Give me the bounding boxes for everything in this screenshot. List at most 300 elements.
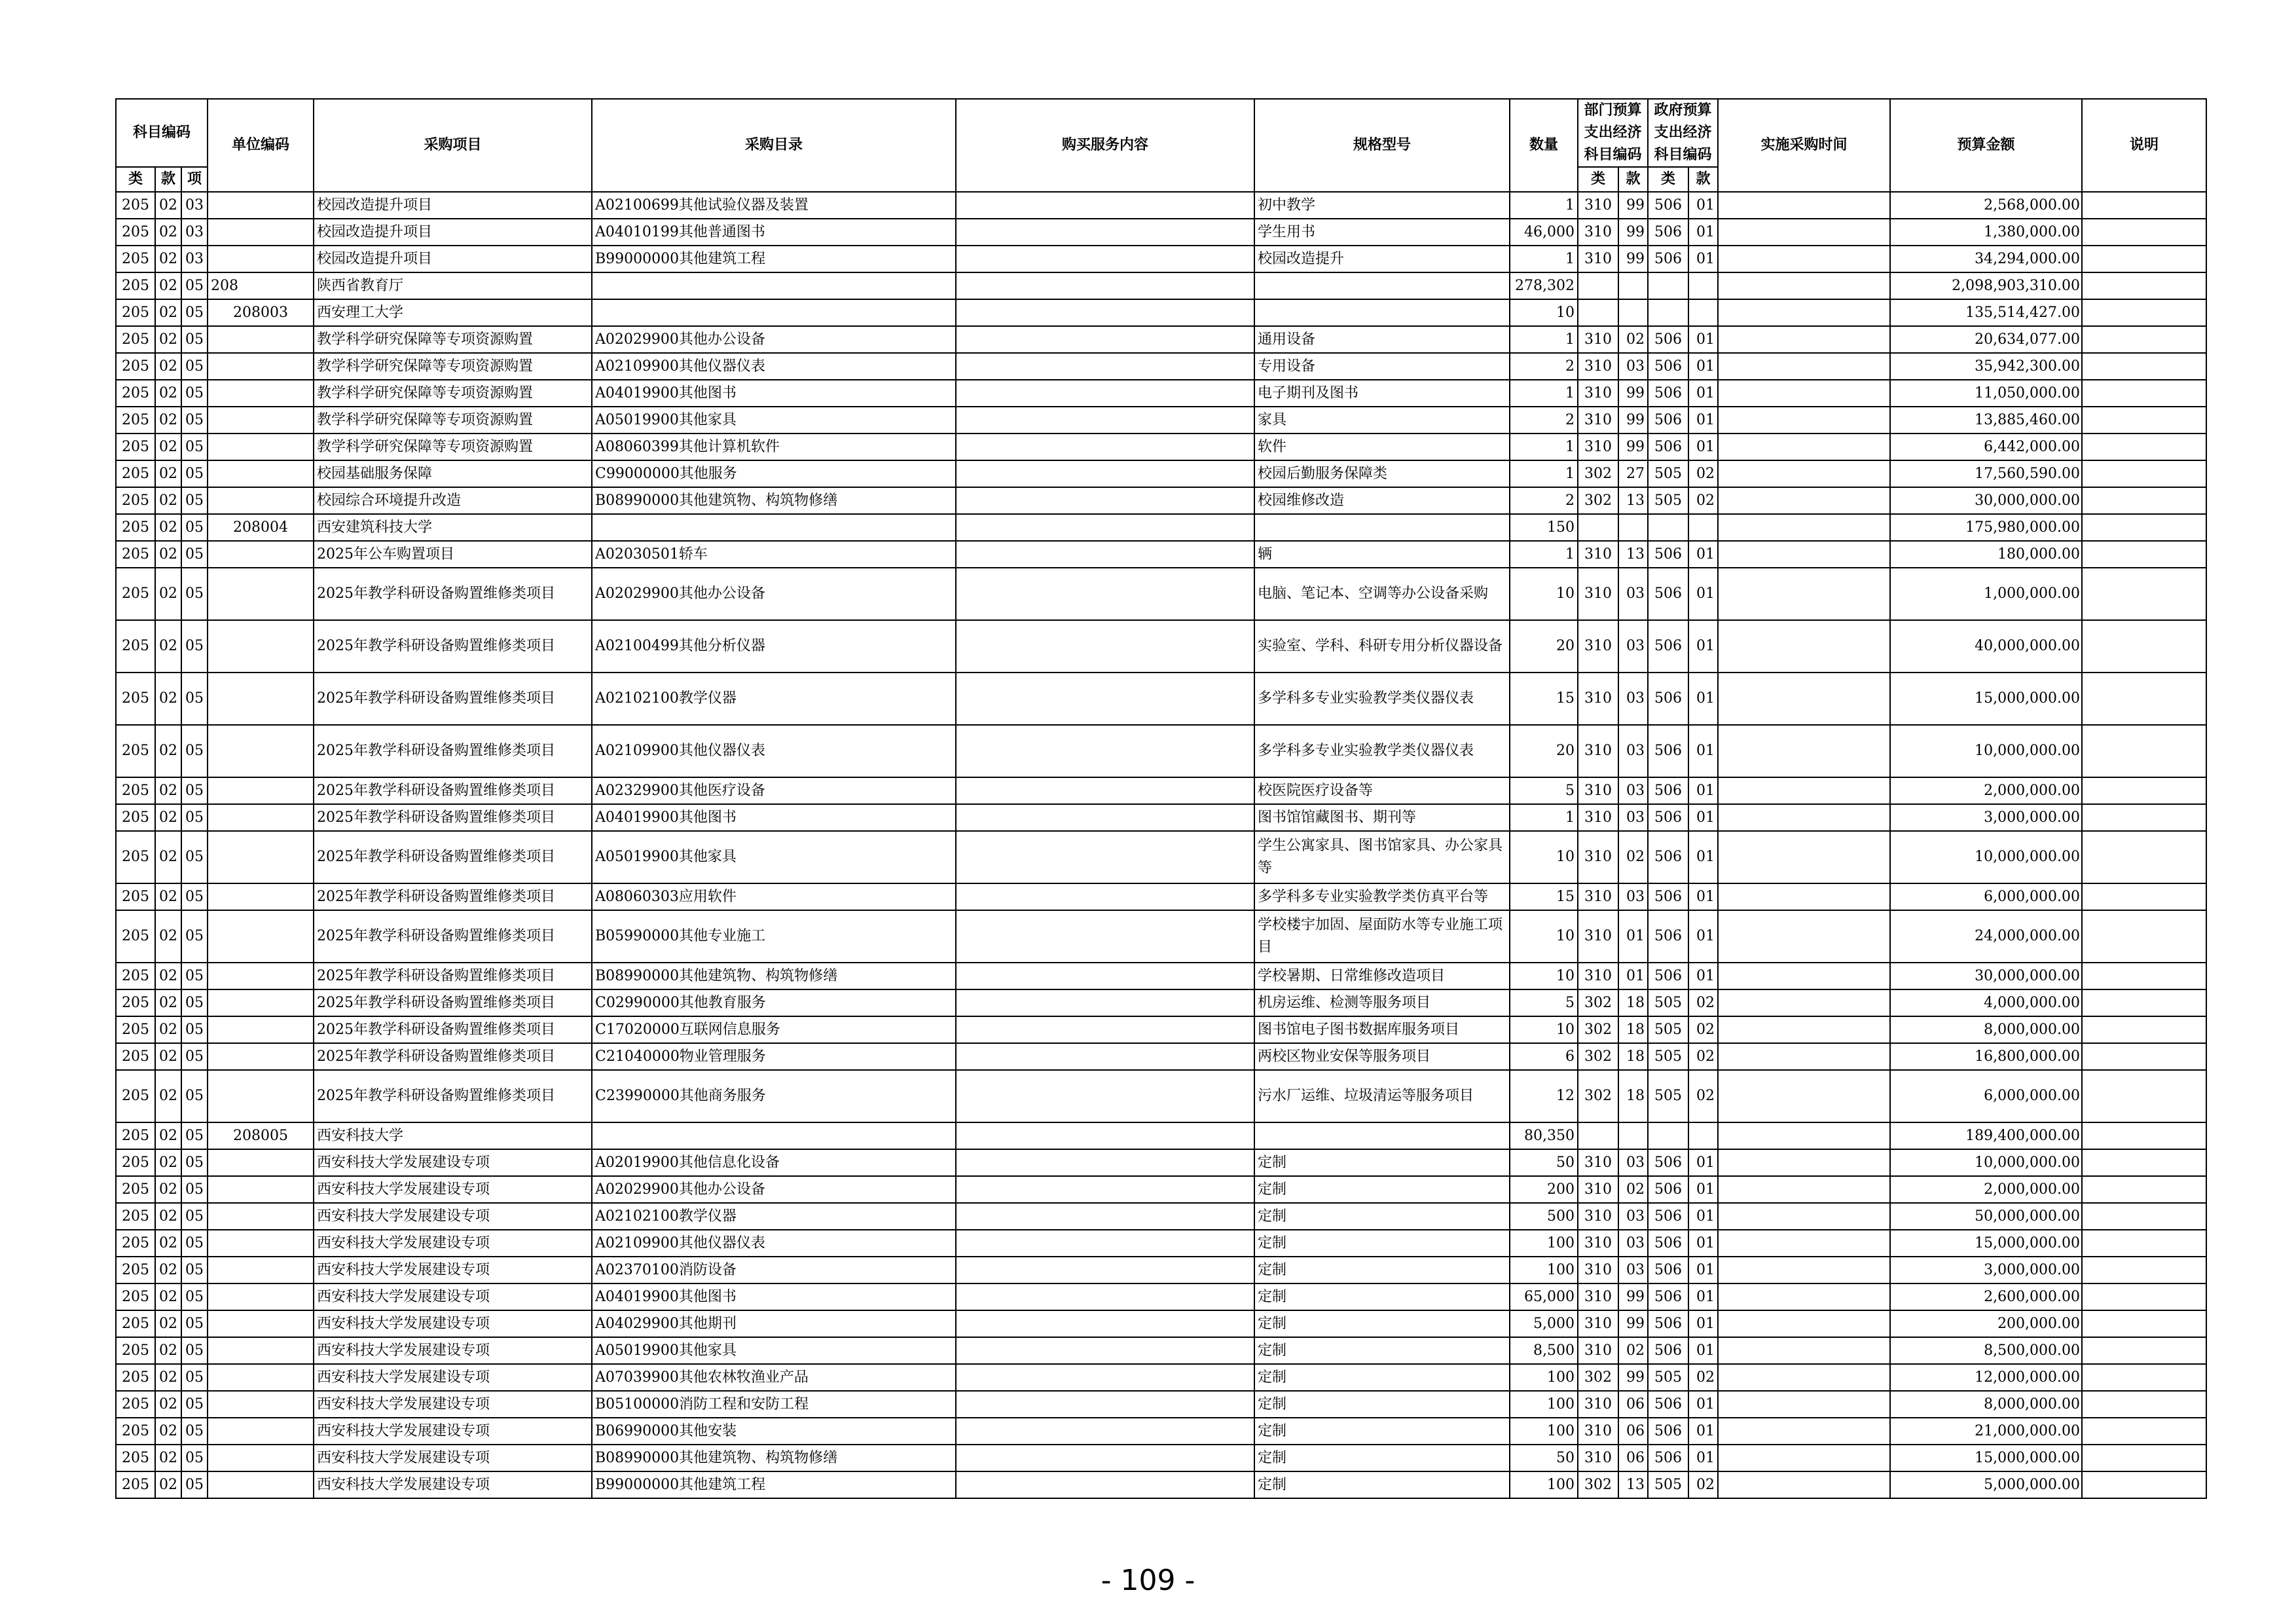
cell-unit-code: [208, 1418, 314, 1445]
cell-project: 西安理工大学: [314, 299, 592, 326]
cell-gov-lei: 506: [1648, 831, 1688, 883]
cell-lei: 205: [116, 831, 155, 883]
cell-project: 西安科技大学发展建设专项: [314, 1176, 592, 1203]
cell-kuan: 02: [155, 989, 181, 1016]
cell-kuan: 02: [155, 1149, 181, 1176]
table-row: [116, 1122, 2206, 1149]
cell-project: 校园基础服务保障: [314, 460, 592, 487]
cell-qty: 200: [1510, 1176, 1578, 1203]
cell-kuan: 02: [155, 725, 181, 777]
cell-unit-code: 208005: [208, 1122, 314, 1149]
cell-note: [2082, 1418, 2206, 1445]
cell-spec: 学生用书: [1254, 219, 1510, 246]
cell-gov-lei: 506: [1648, 407, 1688, 434]
cell-kuan: 02: [155, 272, 181, 299]
cell-lei: 205: [116, 514, 155, 541]
cell-kuan: 02: [155, 1337, 181, 1364]
cell-gov-kuan: 02: [1688, 1043, 1718, 1070]
cell-lei: 205: [116, 568, 155, 620]
page-number: - 109 -: [1101, 1564, 1195, 1597]
cell-service: [956, 487, 1254, 514]
cell-xiang: 05: [181, 514, 208, 541]
cell-unit-code: [208, 1149, 314, 1176]
cell-kuan: 02: [155, 434, 181, 460]
cell-dept-kuan: 99: [1618, 219, 1648, 246]
cell-gov-kuan: 02: [1688, 989, 1718, 1016]
cell-lei: 205: [116, 1283, 155, 1310]
cell-service: [956, 353, 1254, 380]
cell-note: [2082, 777, 2206, 804]
cell-service: [956, 1310, 1254, 1337]
cell-dept-kuan: 02: [1618, 831, 1648, 883]
cell-gov-lei: 506: [1648, 963, 1688, 989]
cell-note: [2082, 725, 2206, 777]
cell-xiang: 03: [181, 246, 208, 272]
cell-note: [2082, 673, 2206, 725]
cell-gov-lei: 506: [1648, 1176, 1688, 1203]
cell-dept-lei: 310: [1578, 1391, 1618, 1418]
cell-dept-lei: 310: [1578, 725, 1618, 777]
cell-spec: 定制: [1254, 1364, 1510, 1391]
cell-xiang: 03: [181, 192, 208, 219]
cell-note: [2082, 1176, 2206, 1203]
table-row: [116, 219, 2206, 246]
cell-xiang: 05: [181, 1471, 208, 1498]
cell-note: [2082, 831, 2206, 883]
cell-amount: 34,294,000.00: [1890, 246, 2082, 272]
cell-dept-lei: 310: [1578, 326, 1618, 353]
cell-gov-lei: 506: [1648, 568, 1688, 620]
cell-kuan: 02: [155, 1203, 181, 1230]
cell-unit-code: [208, 1283, 314, 1310]
cell-dept-lei: 302: [1578, 989, 1618, 1016]
cell-qty: 1: [1510, 434, 1578, 460]
cell-qty: 50: [1510, 1149, 1578, 1176]
header-project: 采购项目: [314, 99, 592, 192]
cell-lei: 205: [116, 299, 155, 326]
cell-note: [2082, 1364, 2206, 1391]
cell-xiang: 05: [181, 299, 208, 326]
cell-spec: 机房运维、检测等服务项目: [1254, 989, 1510, 1016]
cell-unit-code: [208, 673, 314, 725]
cell-project: 2025年教学科研设备购置维修类项目: [314, 831, 592, 883]
cell-unit-code: [208, 963, 314, 989]
cell-unit-code: [208, 326, 314, 353]
cell-project: 校园改造提升项目: [314, 192, 592, 219]
cell-gov-lei: 505: [1648, 1364, 1688, 1391]
cell-catalog: A04029900其他期刊: [592, 1310, 956, 1337]
cell-time: [1718, 725, 1890, 777]
cell-service: [956, 407, 1254, 434]
cell-qty: 100: [1510, 1230, 1578, 1257]
cell-lei: 205: [116, 219, 155, 246]
cell-catalog: A04019900其他图书: [592, 804, 956, 831]
cell-kuan: 02: [155, 192, 181, 219]
cell-catalog: A02102100教学仪器: [592, 673, 956, 725]
cell-project: 2025年教学科研设备购置维修类项目: [314, 1016, 592, 1043]
table-header: [116, 99, 2206, 192]
cell-unit-code: [208, 1364, 314, 1391]
cell-catalog: A02019900其他信息化设备: [592, 1149, 956, 1176]
cell-project: 教学科学研究保障等专项资源购置: [314, 326, 592, 353]
cell-qty: 8,500: [1510, 1337, 1578, 1364]
cell-project: 2025年教学科研设备购置维修类项目: [314, 673, 592, 725]
cell-catalog: A02109900其他仪器仪表: [592, 1230, 956, 1257]
cell-unit-code: [208, 910, 314, 963]
cell-gov-lei: [1648, 272, 1688, 299]
cell-dept-kuan: 13: [1618, 487, 1648, 514]
cell-amount: 135,514,427.00: [1890, 299, 2082, 326]
cell-note: [2082, 460, 2206, 487]
cell-catalog: A02100499其他分析仪器: [592, 620, 956, 673]
cell-unit-code: [208, 434, 314, 460]
header-catalog: 采购目录: [592, 99, 956, 192]
cell-gov-kuan: 01: [1688, 1418, 1718, 1445]
cell-xiang: 03: [181, 219, 208, 246]
cell-catalog: [592, 1122, 956, 1149]
cell-dept-lei: 310: [1578, 1176, 1618, 1203]
cell-catalog: C99000000其他服务: [592, 460, 956, 487]
cell-kuan: 02: [155, 407, 181, 434]
cell-gov-lei: 505: [1648, 1016, 1688, 1043]
cell-xiang: 05: [181, 777, 208, 804]
cell-spec: 定制: [1254, 1418, 1510, 1445]
table-row: [116, 541, 2206, 568]
cell-kuan: 02: [155, 326, 181, 353]
cell-unit-code: [208, 831, 314, 883]
cell-dept-lei: 310: [1578, 1230, 1618, 1257]
cell-project: 校园改造提升项目: [314, 246, 592, 272]
cell-gov-lei: 506: [1648, 1149, 1688, 1176]
cell-unit-code: 208003: [208, 299, 314, 326]
cell-gov-kuan: 01: [1688, 568, 1718, 620]
cell-xiang: 05: [181, 1445, 208, 1471]
cell-service: [956, 1070, 1254, 1122]
cell-amount: 4,000,000.00: [1890, 989, 2082, 1016]
cell-unit-code: [208, 883, 314, 910]
cell-qty: 65,000: [1510, 1283, 1578, 1310]
cell-dept-kuan: 99: [1618, 380, 1648, 407]
cell-lei: 205: [116, 192, 155, 219]
cell-amount: 2,000,000.00: [1890, 1176, 2082, 1203]
cell-lei: 205: [116, 1337, 155, 1364]
cell-gov-lei: 506: [1648, 246, 1688, 272]
cell-note: [2082, 192, 2206, 219]
cell-note: [2082, 1337, 2206, 1364]
cell-gov-lei: 506: [1648, 1337, 1688, 1364]
cell-qty: 100: [1510, 1257, 1578, 1283]
cell-xiang: 05: [181, 1364, 208, 1391]
table-row: [116, 1418, 2206, 1445]
cell-note: [2082, 1043, 2206, 1070]
cell-dept-kuan: 06: [1618, 1418, 1648, 1445]
cell-catalog: B08990000其他建筑物、构筑物修缮: [592, 963, 956, 989]
cell-amount: 30,000,000.00: [1890, 487, 2082, 514]
cell-dept-lei: 310: [1578, 407, 1618, 434]
cell-note: [2082, 299, 2206, 326]
cell-dept-lei: 302: [1578, 487, 1618, 514]
cell-note: [2082, 1230, 2206, 1257]
cell-service: [956, 219, 1254, 246]
cell-gov-lei: 505: [1648, 989, 1688, 1016]
cell-project: 校园改造提升项目: [314, 219, 592, 246]
cell-amount: 2,000,000.00: [1890, 777, 2082, 804]
cell-dept-lei: 310: [1578, 380, 1618, 407]
cell-time: [1718, 673, 1890, 725]
cell-gov-kuan: 01: [1688, 353, 1718, 380]
cell-qty: 80,350: [1510, 1122, 1578, 1149]
cell-service: [956, 673, 1254, 725]
cell-gov-kuan: 01: [1688, 541, 1718, 568]
procurement-budget-table: [115, 98, 2207, 1499]
cell-xiang: 05: [181, 910, 208, 963]
cell-gov-lei: 506: [1648, 1230, 1688, 1257]
cell-lei: 205: [116, 1445, 155, 1471]
cell-kuan: 02: [155, 353, 181, 380]
cell-time: [1718, 1016, 1890, 1043]
cell-dept-kuan: [1618, 272, 1648, 299]
cell-note: [2082, 1203, 2206, 1230]
cell-dept-lei: 310: [1578, 1283, 1618, 1310]
cell-project: 校园综合环境提升改造: [314, 487, 592, 514]
cell-qty: 10: [1510, 299, 1578, 326]
cell-dept-lei: 310: [1578, 1257, 1618, 1283]
cell-amount: 8,500,000.00: [1890, 1337, 2082, 1364]
cell-xiang: 05: [181, 1283, 208, 1310]
header-note: 说明: [2082, 99, 2206, 192]
cell-service: [956, 460, 1254, 487]
cell-catalog: A02100699其他试验仪器及装置: [592, 192, 956, 219]
table-row: [116, 673, 2206, 725]
table-row: [116, 1445, 2206, 1471]
cell-gov-lei: 506: [1648, 777, 1688, 804]
cell-project: 2025年教学科研设备购置维修类项目: [314, 910, 592, 963]
cell-kuan: 02: [155, 804, 181, 831]
cell-qty: 1: [1510, 804, 1578, 831]
cell-kuan: 02: [155, 1283, 181, 1310]
cell-service: [956, 963, 1254, 989]
cell-qty: 100: [1510, 1391, 1578, 1418]
cell-catalog: B05100000消防工程和安防工程: [592, 1391, 956, 1418]
cell-catalog: [592, 514, 956, 541]
cell-catalog: B99000000其他建筑工程: [592, 1471, 956, 1498]
cell-gov-kuan: 01: [1688, 1391, 1718, 1418]
cell-amount: 3,000,000.00: [1890, 804, 2082, 831]
cell-time: [1718, 989, 1890, 1016]
cell-kuan: 02: [155, 299, 181, 326]
cell-amount: 2,600,000.00: [1890, 1283, 2082, 1310]
cell-time: [1718, 831, 1890, 883]
cell-lei: 205: [116, 1418, 155, 1445]
cell-amount: 30,000,000.00: [1890, 963, 2082, 989]
cell-gov-kuan: 02: [1688, 1016, 1718, 1043]
cell-xiang: 05: [181, 831, 208, 883]
cell-dept-kuan: 99: [1618, 246, 1648, 272]
table-row: [116, 1230, 2206, 1257]
cell-lei: 205: [116, 380, 155, 407]
cell-unit-code: [208, 989, 314, 1016]
cell-kuan: 02: [155, 541, 181, 568]
cell-time: [1718, 434, 1890, 460]
cell-unit-code: [208, 1391, 314, 1418]
cell-dept-kuan: 27: [1618, 460, 1648, 487]
cell-dept-lei: 310: [1578, 246, 1618, 272]
cell-unit-code: [208, 1203, 314, 1230]
cell-gov-lei: 506: [1648, 673, 1688, 725]
header-lei: 类: [116, 167, 155, 192]
header-service: 购买服务内容: [956, 99, 1254, 192]
cell-spec: [1254, 1122, 1510, 1149]
cell-gov-lei: 506: [1648, 192, 1688, 219]
header-gov-budget-code: 政府预算支出经济科目编码: [1648, 99, 1718, 167]
cell-dept-lei: 310: [1578, 1445, 1618, 1471]
cell-xiang: 05: [181, 460, 208, 487]
cell-dept-kuan: 18: [1618, 1043, 1648, 1070]
cell-qty: 1: [1510, 326, 1578, 353]
cell-lei: 205: [116, 1203, 155, 1230]
cell-time: [1718, 1337, 1890, 1364]
cell-service: [956, 1043, 1254, 1070]
cell-unit-code: [208, 192, 314, 219]
cell-lei: 205: [116, 910, 155, 963]
cell-note: [2082, 434, 2206, 460]
cell-gov-lei: 505: [1648, 1070, 1688, 1122]
cell-xiang: 05: [181, 673, 208, 725]
cell-qty: 150: [1510, 514, 1578, 541]
cell-catalog: C21040000物业管理服务: [592, 1043, 956, 1070]
cell-dept-lei: 310: [1578, 353, 1618, 380]
cell-gov-kuan: 01: [1688, 326, 1718, 353]
cell-unit-code: [208, 487, 314, 514]
cell-note: [2082, 910, 2206, 963]
cell-amount: 6,442,000.00: [1890, 434, 2082, 460]
cell-dept-kuan: 18: [1618, 1070, 1648, 1122]
header-gov-kuan: 款: [1688, 167, 1718, 192]
cell-dept-lei: 310: [1578, 673, 1618, 725]
cell-service: [956, 1283, 1254, 1310]
cell-unit-code: [208, 1471, 314, 1498]
cell-spec: 学校暑期、日常维修改造项目: [1254, 963, 1510, 989]
cell-gov-kuan: 01: [1688, 777, 1718, 804]
cell-project: 2025年公车购置项目: [314, 541, 592, 568]
cell-note: [2082, 963, 2206, 989]
cell-gov-lei: 506: [1648, 883, 1688, 910]
table-row: [116, 246, 2206, 272]
cell-dept-lei: 302: [1578, 1364, 1618, 1391]
cell-time: [1718, 963, 1890, 989]
cell-dept-kuan: 03: [1618, 1257, 1648, 1283]
cell-spec: 定制: [1254, 1203, 1510, 1230]
cell-spec: 专用设备: [1254, 353, 1510, 380]
cell-note: [2082, 407, 2206, 434]
cell-gov-kuan: [1688, 514, 1718, 541]
cell-dept-kuan: 01: [1618, 910, 1648, 963]
cell-dept-lei: 302: [1578, 1070, 1618, 1122]
cell-dept-lei: [1578, 272, 1618, 299]
cell-dept-kuan: 02: [1618, 1176, 1648, 1203]
cell-amount: 20,634,077.00: [1890, 326, 2082, 353]
cell-dept-kuan: [1618, 1122, 1648, 1149]
table-row: [116, 1364, 2206, 1391]
cell-amount: 1,380,000.00: [1890, 219, 2082, 246]
table-row: [116, 568, 2206, 620]
cell-catalog: A05019900其他家具: [592, 407, 956, 434]
cell-dept-lei: 310: [1578, 777, 1618, 804]
cell-service: [956, 883, 1254, 910]
cell-time: [1718, 777, 1890, 804]
cell-project: 西安科技大学发展建设专项: [314, 1445, 592, 1471]
cell-amount: 8,000,000.00: [1890, 1016, 2082, 1043]
cell-time: [1718, 1203, 1890, 1230]
cell-gov-kuan: 01: [1688, 1149, 1718, 1176]
cell-amount: 2,568,000.00: [1890, 192, 2082, 219]
cell-note: [2082, 541, 2206, 568]
cell-lei: 205: [116, 1149, 155, 1176]
cell-xiang: 05: [181, 1016, 208, 1043]
cell-kuan: 02: [155, 568, 181, 620]
table-row: [116, 831, 2206, 883]
cell-gov-kuan: 01: [1688, 910, 1718, 963]
cell-dept-kuan: 03: [1618, 725, 1648, 777]
cell-dept-lei: 310: [1578, 883, 1618, 910]
cell-qty: 5,000: [1510, 1310, 1578, 1337]
cell-gov-kuan: 01: [1688, 1230, 1718, 1257]
cell-dept-lei: 302: [1578, 460, 1618, 487]
cell-lei: 205: [116, 407, 155, 434]
header-dept-lei: 类: [1578, 167, 1618, 192]
cell-dept-lei: 310: [1578, 541, 1618, 568]
cell-spec: 定制: [1254, 1149, 1510, 1176]
cell-gov-lei: 506: [1648, 380, 1688, 407]
cell-gov-kuan: 01: [1688, 725, 1718, 777]
cell-service: [956, 777, 1254, 804]
cell-amount: 6,000,000.00: [1890, 883, 2082, 910]
cell-unit-code: [208, 1016, 314, 1043]
cell-project: 2025年教学科研设备购置维修类项目: [314, 620, 592, 673]
cell-unit-code: [208, 777, 314, 804]
cell-lei: 205: [116, 460, 155, 487]
cell-catalog: A02102100教学仪器: [592, 1203, 956, 1230]
cell-amount: 17,560,590.00: [1890, 460, 2082, 487]
table-row: [116, 1283, 2206, 1310]
cell-lei: 205: [116, 1364, 155, 1391]
cell-gov-lei: 506: [1648, 1310, 1688, 1337]
cell-project: 西安科技大学发展建设专项: [314, 1283, 592, 1310]
cell-dept-lei: 310: [1578, 831, 1618, 883]
cell-service: [956, 831, 1254, 883]
cell-unit-code: [208, 1230, 314, 1257]
table-row: [116, 963, 2206, 989]
cell-time: [1718, 1149, 1890, 1176]
cell-time: [1718, 541, 1890, 568]
cell-service: [956, 568, 1254, 620]
cell-gov-lei: 506: [1648, 326, 1688, 353]
table-row: [116, 272, 2206, 299]
cell-note: [2082, 514, 2206, 541]
cell-xiang: 05: [181, 1230, 208, 1257]
cell-service: [956, 1230, 1254, 1257]
cell-spec: 定制: [1254, 1257, 1510, 1283]
cell-xiang: 05: [181, 725, 208, 777]
cell-qty: 1: [1510, 192, 1578, 219]
cell-kuan: 02: [155, 1043, 181, 1070]
cell-unit-code: [208, 568, 314, 620]
cell-catalog: A02370100消防设备: [592, 1257, 956, 1283]
cell-unit-code: [208, 246, 314, 272]
cell-project: 西安科技大学: [314, 1122, 592, 1149]
table-row: [116, 883, 2206, 910]
cell-dept-kuan: 03: [1618, 883, 1648, 910]
